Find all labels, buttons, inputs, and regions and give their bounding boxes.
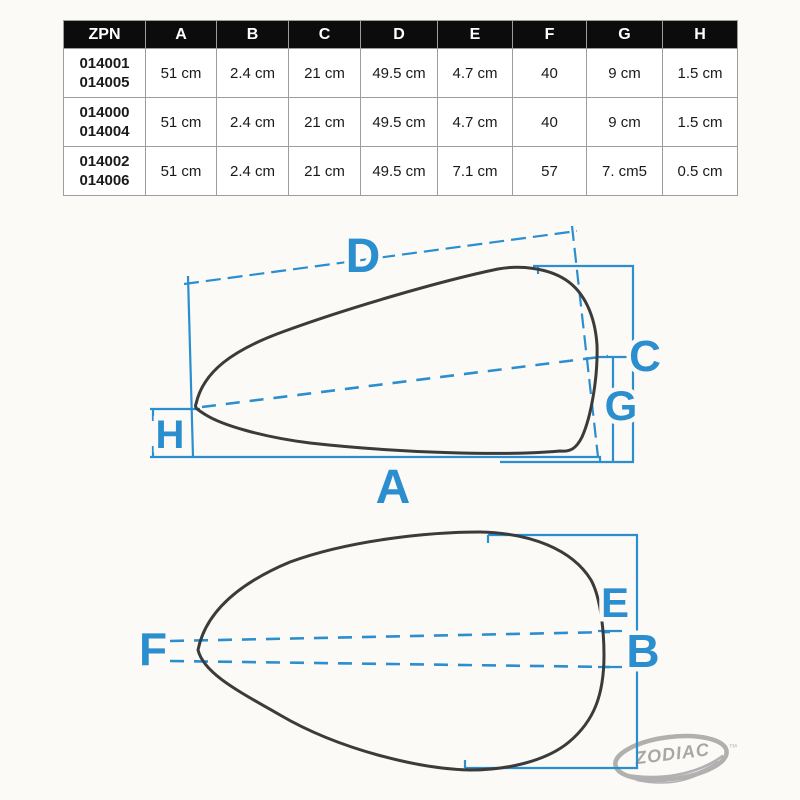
- col-header-zpn: ZPN: [64, 21, 146, 49]
- dim-c-value: 21 cm: [289, 98, 361, 147]
- logo-trademark: ™: [728, 741, 739, 753]
- seat-side-outline: [195, 267, 597, 453]
- dim-f-value: 40: [513, 98, 587, 147]
- label-h: H: [155, 413, 185, 457]
- col-header-h: H: [663, 21, 738, 49]
- label-c: C: [629, 332, 661, 381]
- dim-g-value: 9 cm: [587, 98, 663, 147]
- part-number: 014004: [79, 123, 130, 140]
- col-header-c: C: [289, 21, 361, 49]
- label-e: E: [600, 579, 630, 626]
- dim-d-value: 49.5 cm: [361, 147, 438, 196]
- col-header-f: F: [513, 21, 587, 49]
- dim-h-value: 1.5 cm: [663, 98, 738, 147]
- dim-line-left-edge: [188, 276, 193, 457]
- dim-a-value: 51 cm: [146, 98, 217, 147]
- col-header-g: G: [587, 21, 663, 49]
- dim-a-value: 51 cm: [146, 49, 217, 98]
- col-header-a: A: [146, 21, 217, 49]
- col-header-b: B: [217, 21, 289, 49]
- side-view-diagram: [150, 226, 661, 514]
- part-number: 014006: [79, 172, 130, 189]
- dim-a-value: 51 cm: [146, 147, 217, 196]
- dim-dashline-upper: [170, 632, 610, 641]
- dim-f-value: 40: [513, 49, 587, 98]
- label-b: B: [626, 625, 660, 677]
- seat-top-outline: [198, 532, 604, 770]
- label-f: F: [138, 623, 168, 675]
- top-view-diagram: [139, 532, 660, 770]
- dim-d-value: 49.5 cm: [361, 98, 438, 147]
- dim-c-value: 21 cm: [289, 49, 361, 98]
- dim-b-value: 2.4 cm: [217, 49, 289, 98]
- label-a: A: [375, 461, 411, 514]
- dim-e-value: 4.7 cm: [438, 98, 513, 147]
- dim-line-right-edge: [572, 226, 598, 457]
- dim-c-value: 21 cm: [289, 147, 361, 196]
- dim-b-value: 2.4 cm: [217, 147, 289, 196]
- dim-g-value: 7. cm5: [587, 147, 663, 196]
- dim-line-d: [184, 231, 577, 284]
- dim-e-value: 7.1 cm: [438, 147, 513, 196]
- zodiac-logo: [613, 729, 741, 789]
- part-number: 014001: [79, 55, 130, 72]
- col-header-d: D: [361, 21, 438, 49]
- dim-d-value: 49.5 cm: [361, 49, 438, 98]
- dim-b-value: 2.4 cm: [217, 98, 289, 147]
- part-number: 014002: [79, 153, 130, 170]
- dim-g-value: 9 cm: [587, 49, 663, 98]
- dim-dashline-lower: [170, 661, 610, 667]
- dim-line-b: [465, 535, 637, 768]
- dim-e-value: 4.7 cm: [438, 49, 513, 98]
- dim-h-value: 1.5 cm: [663, 49, 738, 98]
- logo-text: ZODIAC: [634, 739, 711, 769]
- part-number: 014005: [79, 74, 130, 91]
- label-d: D: [345, 230, 381, 283]
- col-header-e: E: [438, 21, 513, 49]
- dim-h-value: 0.5 cm: [663, 147, 738, 196]
- dim-f-value: 57: [513, 147, 587, 196]
- dim-centerline: [202, 356, 608, 407]
- label-g: G: [604, 382, 638, 429]
- part-number: 014000: [79, 104, 130, 121]
